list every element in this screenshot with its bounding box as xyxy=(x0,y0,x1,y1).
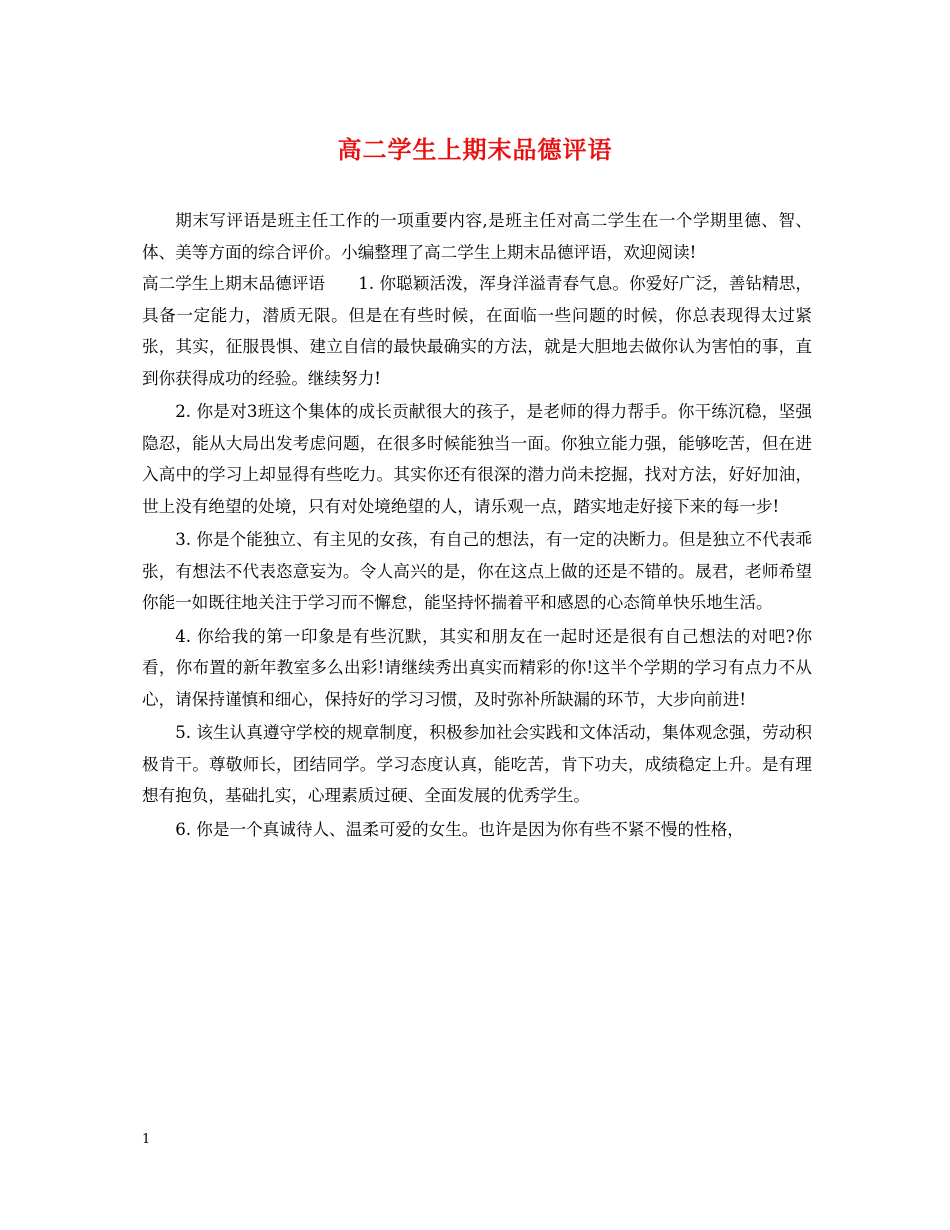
comment-item-3: 3. 你是个能独立、有主见的女孩，有自己的想法，有一定的决断力。但是独立不代表乖张，有想法不代表恣意妄为。令人高兴的是，你在这点上做的还是不错的。晟君，老师希望你能一如既往地关注于学习而不懈怠，能坚持怀揣着平和感恩的心态简单快乐地生活。 xyxy=(142,530,812,612)
comment-item-4: 4. 你给我的第一印象是有些沉默，其实和朋友在一起时还是很有自己想法的对吧?你看，你布置的新年教室多么出彩!请继续秀出真实而精彩的你!这半个学期的学习有点力不从心，请保持谨慎和细心，保持好的学习习惯，及时弥补所缺漏的环节，大步向前进! xyxy=(142,626,812,709)
intro-paragraph: 期末写评语是班主任工作的一项重要内容,是班主任对高二学生在一个学期里德、智、体、美等方面的综合评价。小编整理了高二学生上期末品德评语，欢迎阅读! xyxy=(142,211,812,262)
comment-item-5: 5. 该生认真遵守学校的规章制度，积极参加社会实践和文体活动，集体观念强，劳动积极肯干。尊敬师长，团结同学。学习态度认真，能吃苦，肯下功夫，成绩稳定上升。是有理想有抱负，基础扎实，心理素质过硬、全面发展的优秀学生。 xyxy=(142,723,812,805)
comment-item-1: 高二学生上期末品德评语 1. 你聪颖活泼，浑身洋溢青春气息。你爱好广泛，善钻精思，具备一定能力，潜质无限。但是在有些时候，在面临一些问题的时候，你总表现得太过紧张，其实，征服畏惧、建立自信的最快最确实的方法，就是大胆地去做你认为害怕的事，直到你获得成功的经验。继续努力! xyxy=(142,274,812,388)
comment-item-2: 2. 你是对3班这个集体的成长贡献很大的孩子，是老师的得力帮手。你干练沉稳，坚强隐忍，能从大局出发考虑问题，在很多时候能独当一面。你独立能力强，能够吃苦，但在进入高中的学习上却显得有些吃力。其实你还有很深的潜力尚未挖掘，找对方法，好好加油，世上没有绝望的处境，只有对处境绝望的人，请乐观一点，踏实地走好接下来的每一步! xyxy=(142,402,812,516)
document-title: 高二学生上期末品德评语 xyxy=(337,135,613,164)
comment-item-6: 6. 你是一个真诚待人、温柔可爱的女生。也许是因为你有些不紧不慢的性格， xyxy=(175,819,744,839)
document-body xyxy=(142,205,812,845)
page-number: 1 xyxy=(142,1132,151,1147)
